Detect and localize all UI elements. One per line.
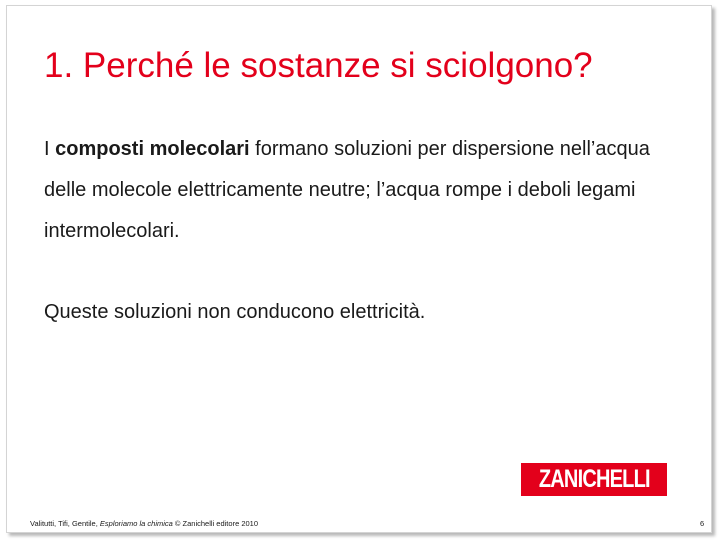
page-number: 6: [700, 519, 705, 528]
paragraph-1-lead: I: [44, 138, 56, 160]
footer-authors: Valitutti, Tifi, Gentile,: [30, 519, 100, 528]
zanichelli-logo: [521, 463, 667, 496]
footer-credits: [30, 519, 258, 529]
logo-text: ZANICHELLI: [538, 465, 650, 493]
footer-publisher: © Zanichelli editore 2010: [172, 519, 259, 528]
paragraph-conductivity: Queste soluzioni non conducono elettricità.: [44, 301, 426, 323]
paragraph-1-rest: formano soluzioni per dispersione nell’acqua delle molecole elettricamente neutre; l’acqua rompe i deboli legami intermolecolari.: [44, 138, 650, 242]
footer-book-title: Esploriamo la chimica: [99, 519, 173, 528]
slide-title: 1. Perché le sostanze si sciolgono?: [44, 46, 593, 85]
paragraph-1-bold-term: composti molecolari: [55, 138, 250, 160]
paragraph-molecular-compounds: [44, 129, 684, 252]
